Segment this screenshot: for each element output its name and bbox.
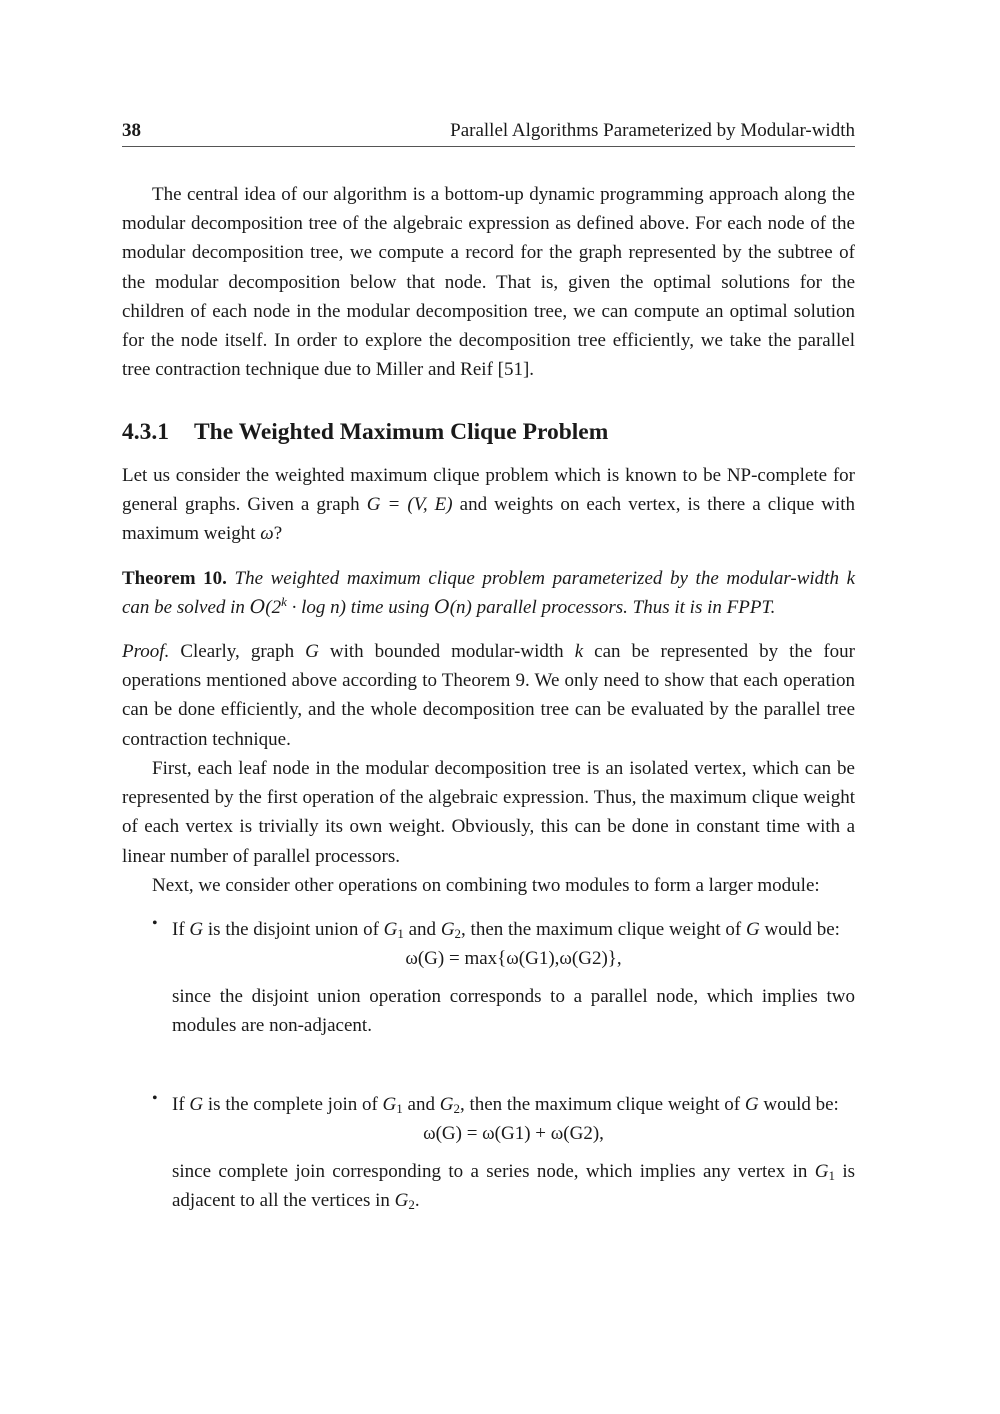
- graph-symbol: G: [745, 919, 760, 940]
- problem-text: and weights on each vertex, is there a clique with maximum weight: [122, 494, 856, 545]
- bullet-text-part: is adjacent to all the vertices in: [172, 1161, 855, 1212]
- bullet-explanation: since the disjoint union operation corresponds to a parallel node, which implies two modules are non-adjacent.: [172, 986, 855, 1037]
- graph-symbol: G: [439, 1094, 454, 1115]
- graph-symbol: G: [382, 1094, 397, 1115]
- bullet-text-part: since complete join corresponding to a series node, which implies any vertex in: [172, 1161, 815, 1183]
- bullet-text-part: , then the maximum clique weight of: [461, 919, 746, 940]
- bullet-disjoint-union: [122, 915, 855, 1041]
- theorem-label: Theorem 10.: [122, 568, 227, 589]
- complexity-text: · log n): [286, 597, 346, 619]
- bullet-text-part: If: [172, 1094, 190, 1115]
- intro-paragraph: The central idea of our algorithm is a bottom-up dynamic programming approach along the modular decomposition tree of the algebraic expression as defined above. For each node of the modular decomposition tree, we compute a record for the graph represented by the subtree of the modular decomposition below that node. That is, given the optimal solutions for the children of each node in the modular decomposition tree, we can compute an optimal solution for the node itself. In order to explore the decomposition tree efficiently, we take the parallel tree contraction technique due to Miller and Reif [51].: [122, 184, 855, 381]
- bullet-explanation: [172, 1157, 855, 1215]
- bullet-text: [172, 915, 855, 944]
- bullet-marker: •: [152, 915, 158, 932]
- graph-symbol: G: [744, 1094, 759, 1115]
- proof-text: can be represented by the four operations mentioned above according to Theorem 9. We only need to show that each operation can be done efficiently, and the whole decomposition tree can be evaluated by the parallel tree contraction technique.: [122, 641, 856, 750]
- problem-text: ?: [273, 523, 283, 545]
- section-heading: [122, 417, 855, 447]
- page-number: 38: [122, 120, 141, 141]
- bullet-text-part: .: [414, 1190, 420, 1212]
- running-header: [122, 120, 855, 147]
- omega-symbol: ω: [260, 523, 274, 545]
- theorem-text: The weighted maximum clique problem parameterized by the modular-width: [234, 568, 847, 589]
- running-title: Parallel Algorithms Parameterized by Modular-width: [450, 120, 855, 141]
- graph-notation: G = (V, E): [366, 494, 453, 516]
- bullet-complete-join: [122, 1090, 855, 1216]
- theorem-text: parallel processors. Thus it is in FPPT.: [471, 597, 776, 619]
- subscript: 2: [453, 1101, 460, 1116]
- graph-symbol: G: [440, 919, 455, 940]
- bullet-text-part: would be:: [759, 919, 840, 940]
- proof-text: with bounded modular-width: [318, 641, 575, 662]
- graph-symbol: G: [394, 1190, 409, 1212]
- equation-complete-join: ω(G) = ω(G1) + ω(G2),: [423, 1123, 604, 1145]
- subscript: 1: [397, 926, 404, 941]
- big-o-symbol: O: [249, 596, 266, 619]
- graph-symbol: G: [189, 1094, 204, 1115]
- theorem-statement: [122, 568, 855, 618]
- proof-paragraph-3: Next, we consider other operations on combining two modules to form a larger module:: [152, 875, 820, 896]
- graph-symbol: G: [814, 1161, 829, 1183]
- proof-paragraph-1: [122, 637, 855, 754]
- complexity-text: (n): [449, 597, 472, 619]
- exponent-k: k: [281, 594, 287, 610]
- bullet-text: [172, 1090, 855, 1119]
- k-symbol: k: [574, 641, 584, 662]
- subscript: 2: [454, 926, 462, 941]
- bullet-text-part: and: [402, 1094, 440, 1115]
- theorem-10: [122, 564, 855, 622]
- bullet-text-part: would be:: [758, 1094, 839, 1115]
- graph-symbol: G: [383, 919, 398, 940]
- bullet-text-part: is the complete join of: [203, 1094, 383, 1115]
- subscript: 1: [396, 1101, 403, 1116]
- complexity-text: (2: [265, 597, 282, 619]
- k-symbol: k: [846, 568, 855, 589]
- bullet-text-part: and: [403, 919, 441, 940]
- section-number: 4.3.1: [122, 419, 169, 445]
- problem-paragraph: [122, 461, 855, 549]
- problem-text: Let us consider the weighted maximum clique problem which is known to be NP-complete for general graphs. Given a graph: [122, 465, 855, 516]
- subscript: 2: [408, 1197, 415, 1213]
- section-title: The Weighted Maximum Clique Problem: [194, 419, 609, 445]
- theorem-text: time using: [345, 597, 435, 619]
- proof-label: Proof.: [122, 641, 170, 662]
- bullet-text-part: , then the maximum clique weight of: [459, 1094, 745, 1115]
- bullet-text-part: If: [172, 919, 190, 940]
- bullet-marker: •: [152, 1090, 158, 1107]
- equation-disjoint-union: ω(G) = max{ω(G1),ω(G2)},: [405, 948, 622, 970]
- subscript: 1: [828, 1168, 835, 1184]
- proof-text: Clearly, graph: [169, 641, 306, 662]
- graph-symbol: G: [305, 641, 319, 662]
- bullet-text-part: is the disjoint union of: [203, 919, 384, 940]
- theorem-text: can be solved in: [122, 597, 250, 619]
- graph-symbol: G: [189, 919, 204, 940]
- proof-paragraph-2: First, each leaf node in the modular decomposition tree is an isolated vertex, which can be represented by the first operation of the algebraic expression. Thus, the maximum clique weight of each vertex is trivially its own weight. Obviously, this can be done in constant time with a linear number of parallel processors.: [122, 758, 855, 867]
- big-o-symbol: O: [434, 596, 450, 619]
